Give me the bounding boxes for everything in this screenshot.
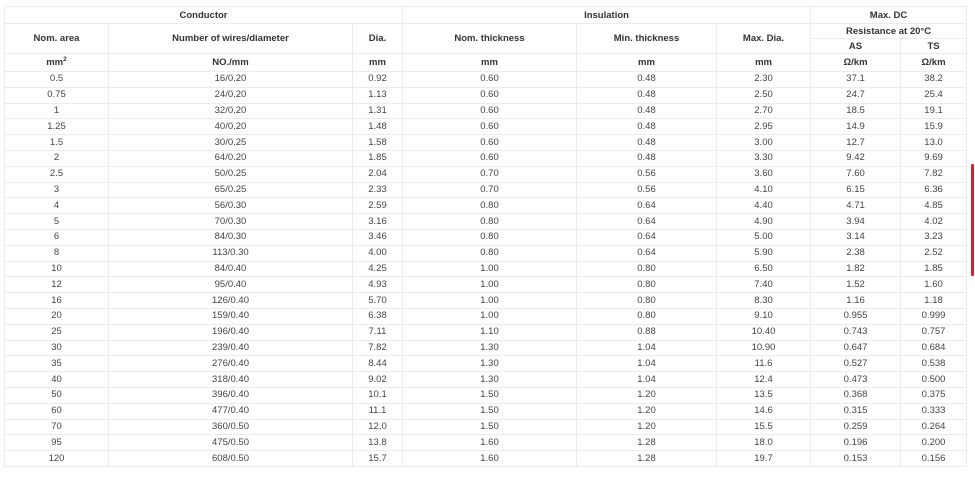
num-wires-cell: 30/0.25 [109, 135, 353, 151]
min-thickness-cell: 0.64 [577, 214, 717, 230]
table-row [5, 324, 967, 340]
table-row [5, 451, 967, 467]
table-row [5, 403, 967, 419]
ts-resistance-cell: 4.85 [901, 198, 967, 214]
table-row [5, 372, 967, 388]
max-dia-header: Max. Dia. [717, 24, 811, 54]
max-dia-unit: mm [717, 54, 811, 72]
ts-resistance-cell: 0.500 [901, 372, 967, 388]
num-wires-cell: 318/0.40 [109, 372, 353, 388]
min-thickness-cell: 1.28 [577, 451, 717, 467]
nom-thickness-cell: 1.50 [403, 387, 577, 403]
num-wires-cell: 113/0.30 [109, 245, 353, 261]
table-row [5, 150, 967, 166]
min-thickness-header: Min. thickness [577, 24, 717, 54]
nom-area-cell: 95 [5, 435, 109, 451]
table-row [5, 198, 967, 214]
num-wires-cell: 65/0.25 [109, 182, 353, 198]
num-wires-cell: 50/0.25 [109, 166, 353, 182]
min-thickness-cell: 0.64 [577, 198, 717, 214]
as-resistance-cell: 4.71 [811, 198, 901, 214]
max-dia-cell: 9.10 [717, 308, 811, 324]
nom-area-cell: 12 [5, 277, 109, 293]
ts-resistance-cell: 38.2 [901, 72, 967, 88]
nom-thickness-header: Nom. thickness [403, 24, 577, 54]
min-thickness-cell: 0.48 [577, 135, 717, 151]
wires-unit: NO./mm [109, 54, 353, 72]
nom-thickness-cell: 0.70 [403, 182, 577, 198]
as-resistance-cell: 0.196 [811, 435, 901, 451]
num-wires-cell: 95/0.40 [109, 277, 353, 293]
dia-cell: 1.31 [353, 103, 403, 119]
min-thickness-cell: 1.04 [577, 340, 717, 356]
nom-thickness-cell: 1.00 [403, 293, 577, 309]
min-thickness-cell: 0.48 [577, 119, 717, 135]
max-dia-cell: 4.90 [717, 214, 811, 230]
max-dia-cell: 4.10 [717, 182, 811, 198]
num-wires-cell: 56/0.30 [109, 198, 353, 214]
max-dia-cell: 3.60 [717, 166, 811, 182]
table-row [5, 340, 967, 356]
num-wires-cell: 32/0.20 [109, 103, 353, 119]
as-resistance-cell: 7.60 [811, 166, 901, 182]
nom-thickness-cell: 1.00 [403, 261, 577, 277]
min-thickness-cell: 0.48 [577, 103, 717, 119]
as-resistance-cell: 0.955 [811, 308, 901, 324]
max-dia-cell: 11.6 [717, 356, 811, 372]
dia-cell: 1.85 [353, 150, 403, 166]
nom-area-cell: 1.5 [5, 135, 109, 151]
num-wires-cell: 608/0.50 [109, 451, 353, 467]
dia-cell: 13.8 [353, 435, 403, 451]
table-row [5, 277, 967, 293]
dia-header: Dia. [353, 24, 403, 54]
ts-resistance-cell: 2.52 [901, 245, 967, 261]
as-resistance-cell: 14.9 [811, 119, 901, 135]
ts-resistance-cell: 13.0 [901, 135, 967, 151]
min-thickness-unit: mm [577, 54, 717, 72]
nom-thickness-cell: 1.50 [403, 419, 577, 435]
nom-area-cell: 25 [5, 324, 109, 340]
num-wires-cell: 396/0.40 [109, 387, 353, 403]
ts-resistance-cell: 0.264 [901, 419, 967, 435]
table-row [5, 308, 967, 324]
nom-thickness-cell: 0.80 [403, 245, 577, 261]
max-dia-cell: 8.30 [717, 293, 811, 309]
table-row [5, 245, 967, 261]
table-row [5, 135, 967, 151]
nom-area-cell: 10 [5, 261, 109, 277]
dia-cell: 6.38 [353, 308, 403, 324]
num-wires-cell: 70/0.30 [109, 214, 353, 230]
nom-thickness-cell: 0.60 [403, 119, 577, 135]
nom-thickness-cell: 1.30 [403, 372, 577, 388]
nom-area-cell: 0.5 [5, 72, 109, 88]
min-thickness-cell: 0.80 [577, 261, 717, 277]
nom-area-cell: 1.25 [5, 119, 109, 135]
area-unit [5, 54, 109, 72]
as-unit: Ω/km [811, 54, 901, 72]
nom-thickness-cell: 1.50 [403, 403, 577, 419]
dia-cell: 5.70 [353, 293, 403, 309]
as-resistance-cell: 3.14 [811, 229, 901, 245]
num-wires-cell: 196/0.40 [109, 324, 353, 340]
nom-area-cell: 30 [5, 340, 109, 356]
table-row [5, 87, 967, 103]
nom-thickness-cell: 0.80 [403, 229, 577, 245]
ts-resistance-cell: 9.69 [901, 150, 967, 166]
nom-thickness-cell: 0.80 [403, 198, 577, 214]
cable-spec-table-container [4, 6, 966, 467]
dia-cell: 8.44 [353, 356, 403, 372]
table-row [5, 261, 967, 277]
max-dia-cell: 3.00 [717, 135, 811, 151]
min-thickness-cell: 1.20 [577, 403, 717, 419]
table-row [5, 119, 967, 135]
min-thickness-cell: 0.64 [577, 229, 717, 245]
table-row [5, 182, 967, 198]
min-thickness-cell: 1.20 [577, 419, 717, 435]
dia-cell: 10.1 [353, 387, 403, 403]
min-thickness-cell: 0.80 [577, 293, 717, 309]
dia-cell: 1.58 [353, 135, 403, 151]
num-wires-cell: 40/0.20 [109, 119, 353, 135]
nom-area-cell: 8 [5, 245, 109, 261]
table-row [5, 435, 967, 451]
dia-cell: 2.33 [353, 182, 403, 198]
cable-spec-table [4, 6, 967, 467]
nom-area-cell: 0.75 [5, 87, 109, 103]
table-row [5, 387, 967, 403]
nom-thickness-cell: 1.30 [403, 356, 577, 372]
nom-area-cell: 120 [5, 451, 109, 467]
max-dia-cell: 3.30 [717, 150, 811, 166]
nom-area-cell: 35 [5, 356, 109, 372]
nom-area-cell: 5 [5, 214, 109, 230]
nom-thickness-cell: 1.60 [403, 451, 577, 467]
resistance-header: Resistance at 20°C [811, 24, 967, 39]
as-resistance-cell: 0.527 [811, 356, 901, 372]
nom-thickness-cell: 1.60 [403, 435, 577, 451]
as-resistance-cell: 0.153 [811, 451, 901, 467]
dia-cell: 2.59 [353, 198, 403, 214]
area-unit-base: mm [46, 57, 64, 68]
max-dia-cell: 7.40 [717, 277, 811, 293]
min-thickness-cell: 0.56 [577, 182, 717, 198]
dia-cell: 4.93 [353, 277, 403, 293]
nom-thickness-unit: mm [403, 54, 577, 72]
dia-cell: 4.00 [353, 245, 403, 261]
nom-thickness-cell: 1.00 [403, 277, 577, 293]
max-dia-cell: 2.30 [717, 72, 811, 88]
dia-cell: 15.7 [353, 451, 403, 467]
as-resistance-cell: 1.16 [811, 293, 901, 309]
min-thickness-cell: 0.88 [577, 324, 717, 340]
max-dia-cell: 10.40 [717, 324, 811, 340]
ts-resistance-cell: 0.757 [901, 324, 967, 340]
nom-area-cell: 2.5 [5, 166, 109, 182]
table-row [5, 356, 967, 372]
nom-area-cell: 1 [5, 103, 109, 119]
nom-area-cell: 40 [5, 372, 109, 388]
max-dia-cell: 5.90 [717, 245, 811, 261]
max-dia-cell: 15.5 [717, 419, 811, 435]
ts-resistance-cell: 0.333 [901, 403, 967, 419]
table-row [5, 293, 967, 309]
nom-area-cell: 16 [5, 293, 109, 309]
max-dia-cell: 2.95 [717, 119, 811, 135]
nom-area-cell: 70 [5, 419, 109, 435]
ts-resistance-cell: 3.23 [901, 229, 967, 245]
min-thickness-cell: 0.80 [577, 277, 717, 293]
ts-resistance-cell: 7.82 [901, 166, 967, 182]
ts-resistance-cell: 1.60 [901, 277, 967, 293]
ts-resistance-cell: 19.1 [901, 103, 967, 119]
nom-thickness-cell: 0.60 [403, 72, 577, 88]
ts-unit: Ω/km [901, 54, 967, 72]
nom-area-cell: 3 [5, 182, 109, 198]
nom-area-cell: 50 [5, 387, 109, 403]
as-header: AS [811, 39, 901, 54]
num-wires-cell: 276/0.40 [109, 356, 353, 372]
min-thickness-cell: 1.20 [577, 387, 717, 403]
nom-thickness-cell: 0.60 [403, 150, 577, 166]
ts-resistance-cell: 1.18 [901, 293, 967, 309]
max-dia-cell: 2.70 [717, 103, 811, 119]
table-row [5, 166, 967, 182]
nom-area-cell: 2 [5, 150, 109, 166]
max-dc-header: Max. DC [811, 7, 967, 24]
num-wires-cell: 126/0.40 [109, 293, 353, 309]
nom-thickness-cell: 1.00 [403, 308, 577, 324]
conductor-group-header: Conductor [5, 7, 403, 24]
dia-cell: 11.1 [353, 403, 403, 419]
dia-cell: 4.25 [353, 261, 403, 277]
dia-cell: 1.48 [353, 119, 403, 135]
as-resistance-cell: 0.647 [811, 340, 901, 356]
ts-resistance-cell: 6.36 [901, 182, 967, 198]
min-thickness-cell: 0.48 [577, 72, 717, 88]
as-resistance-cell: 0.315 [811, 403, 901, 419]
max-dia-cell: 18.0 [717, 435, 811, 451]
dia-cell: 7.11 [353, 324, 403, 340]
ts-resistance-cell: 4.02 [901, 214, 967, 230]
nom-thickness-cell: 0.60 [403, 87, 577, 103]
table-row [5, 229, 967, 245]
min-thickness-cell: 1.28 [577, 435, 717, 451]
num-wires-cell: 64/0.20 [109, 150, 353, 166]
as-resistance-cell: 3.94 [811, 214, 901, 230]
as-resistance-cell: 0.259 [811, 419, 901, 435]
as-resistance-cell: 9.42 [811, 150, 901, 166]
table-row [5, 103, 967, 119]
ts-resistance-cell: 0.999 [901, 308, 967, 324]
ts-resistance-cell: 25.4 [901, 87, 967, 103]
as-resistance-cell: 37.1 [811, 72, 901, 88]
table-row [5, 419, 967, 435]
ts-resistance-cell: 0.200 [901, 435, 967, 451]
as-resistance-cell: 18.5 [811, 103, 901, 119]
min-thickness-cell: 1.04 [577, 372, 717, 388]
ts-resistance-cell: 0.538 [901, 356, 967, 372]
num-wires-cell: 84/0.30 [109, 229, 353, 245]
as-resistance-cell: 0.473 [811, 372, 901, 388]
ts-resistance-cell: 15.9 [901, 119, 967, 135]
ts-resistance-cell: 0.684 [901, 340, 967, 356]
scrollbar-thumb[interactable] [971, 164, 974, 276]
max-dia-cell: 2.50 [717, 87, 811, 103]
min-thickness-cell: 0.64 [577, 245, 717, 261]
table-row [5, 72, 967, 88]
area-unit-exponent: 2 [63, 55, 67, 63]
num-wires-cell: 360/0.50 [109, 419, 353, 435]
as-resistance-cell: 0.743 [811, 324, 901, 340]
ts-resistance-cell: 0.375 [901, 387, 967, 403]
num-wires-cell: 477/0.40 [109, 403, 353, 419]
max-dia-cell: 19.7 [717, 451, 811, 467]
ts-resistance-cell: 0.156 [901, 451, 967, 467]
dia-cell: 1.13 [353, 87, 403, 103]
nom-thickness-cell: 0.70 [403, 166, 577, 182]
min-thickness-cell: 0.48 [577, 150, 717, 166]
dia-unit: mm [353, 54, 403, 72]
max-dia-cell: 10.90 [717, 340, 811, 356]
num-wires-cell: 239/0.40 [109, 340, 353, 356]
nom-thickness-cell: 1.10 [403, 324, 577, 340]
nom-area-cell: 6 [5, 229, 109, 245]
min-thickness-cell: 0.80 [577, 308, 717, 324]
as-resistance-cell: 1.52 [811, 277, 901, 293]
ts-resistance-cell: 1.85 [901, 261, 967, 277]
dia-cell: 3.16 [353, 214, 403, 230]
ts-header: TS [901, 39, 967, 54]
num-wires-cell: 159/0.40 [109, 308, 353, 324]
min-thickness-cell: 1.04 [577, 356, 717, 372]
num-wires-cell: 16/0.20 [109, 72, 353, 88]
nom-thickness-cell: 0.60 [403, 135, 577, 151]
nom-area-cell: 20 [5, 308, 109, 324]
max-dia-cell: 12.4 [717, 372, 811, 388]
as-resistance-cell: 0.368 [811, 387, 901, 403]
max-dia-cell: 4.40 [717, 198, 811, 214]
as-resistance-cell: 24.7 [811, 87, 901, 103]
as-resistance-cell: 1.82 [811, 261, 901, 277]
insulation-group-header: Insulation [403, 7, 811, 24]
as-resistance-cell: 6.15 [811, 182, 901, 198]
max-dia-cell: 13.5 [717, 387, 811, 403]
num-wires-cell: 475/0.50 [109, 435, 353, 451]
min-thickness-cell: 0.56 [577, 166, 717, 182]
nom-thickness-cell: 1.30 [403, 340, 577, 356]
as-resistance-cell: 2.38 [811, 245, 901, 261]
nom-area-cell: 60 [5, 403, 109, 419]
as-resistance-cell: 12.7 [811, 135, 901, 151]
dia-cell: 2.04 [353, 166, 403, 182]
nom-area-cell: 4 [5, 198, 109, 214]
table-row [5, 214, 967, 230]
dia-cell: 12.0 [353, 419, 403, 435]
num-wires-cell: 24/0.20 [109, 87, 353, 103]
min-thickness-cell: 0.48 [577, 87, 717, 103]
table-body [5, 72, 967, 467]
max-dia-cell: 14.6 [717, 403, 811, 419]
nom-thickness-cell: 0.60 [403, 103, 577, 119]
dia-cell: 7.82 [353, 340, 403, 356]
nom-area-header: Nom. area [5, 24, 109, 54]
nom-thickness-cell: 0.80 [403, 214, 577, 230]
num-wires-cell: 84/0.40 [109, 261, 353, 277]
dia-cell: 9.02 [353, 372, 403, 388]
num-wires-header: Number of wires/diameter [109, 24, 353, 54]
dia-cell: 0.92 [353, 72, 403, 88]
max-dia-cell: 5.00 [717, 229, 811, 245]
dia-cell: 3.46 [353, 229, 403, 245]
max-dia-cell: 6.50 [717, 261, 811, 277]
